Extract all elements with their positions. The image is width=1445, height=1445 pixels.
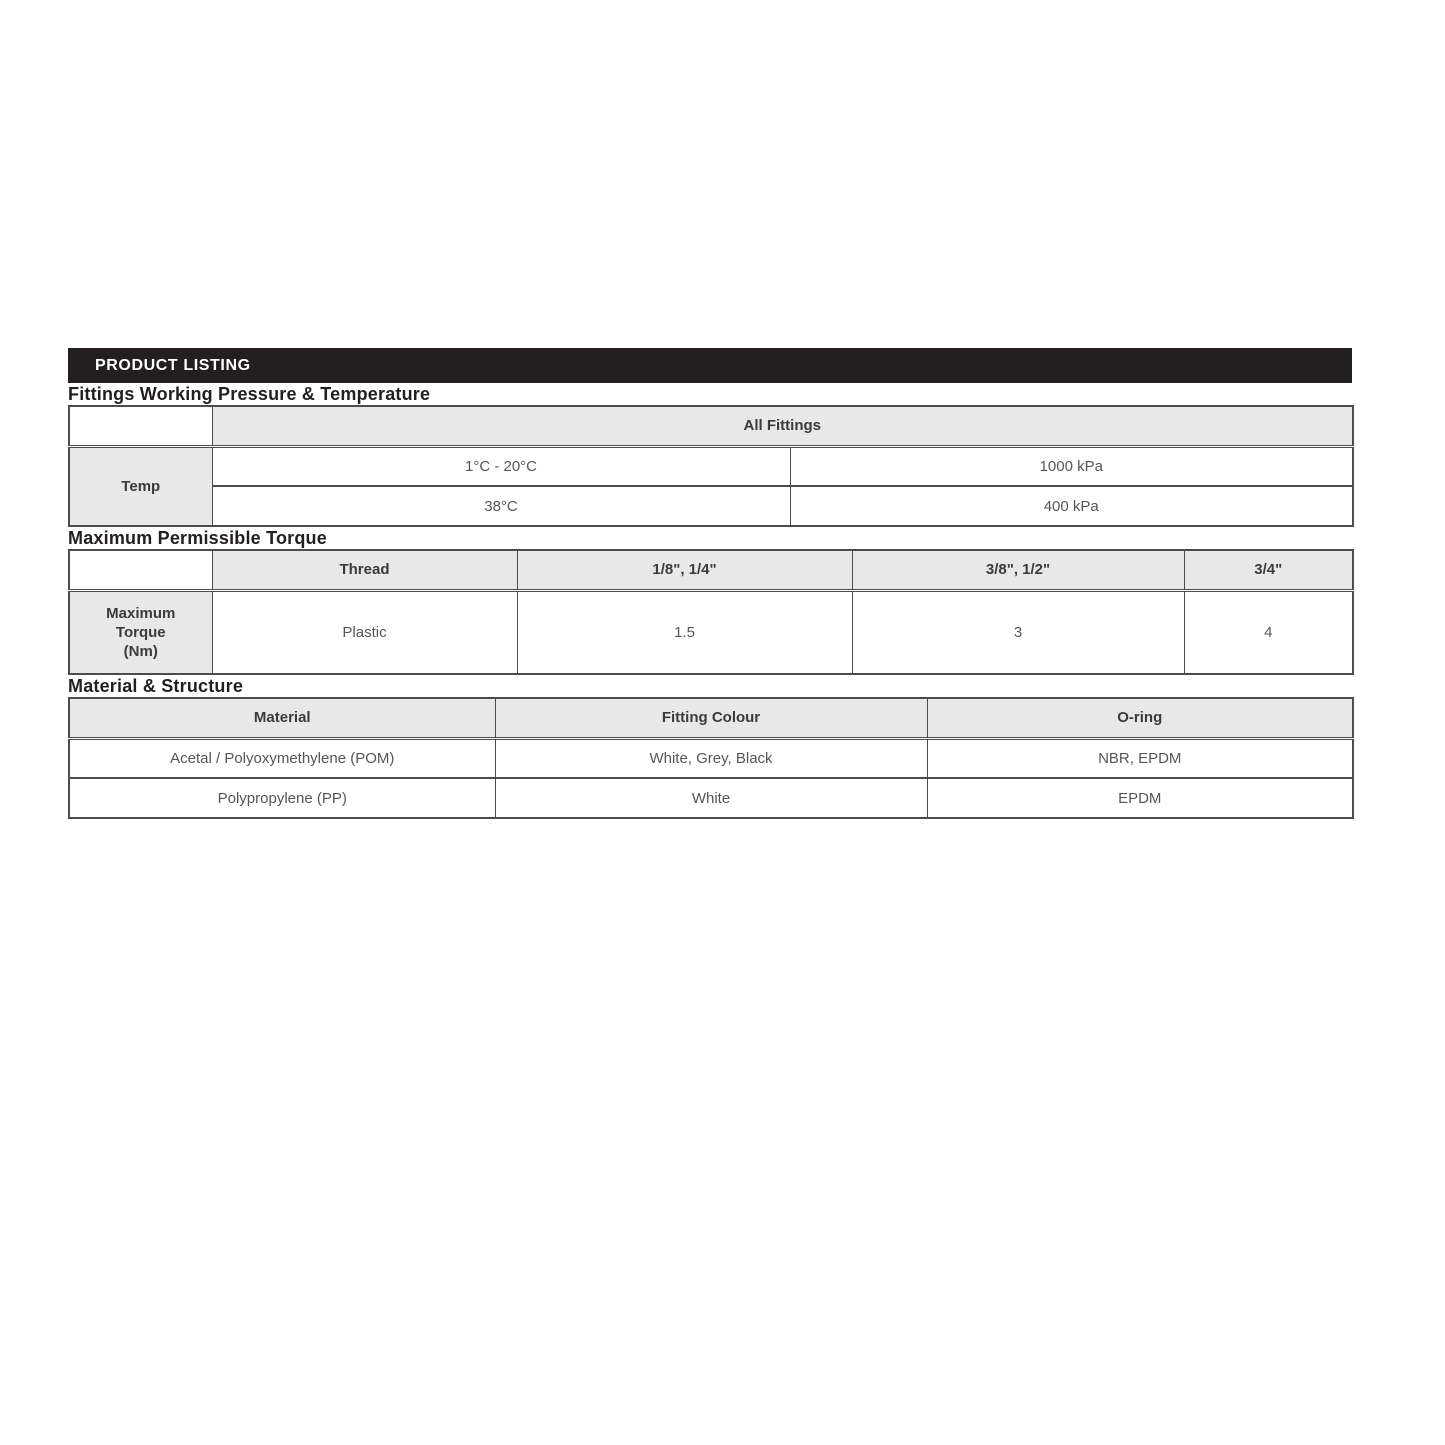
corner-cell xyxy=(69,550,212,590)
material-structure-table xyxy=(68,697,1354,819)
oring-cell: NBR, EPDM xyxy=(927,738,1353,778)
corner-cell xyxy=(69,406,212,446)
material-cell: Acetal / Polyoxymethylene (POM) xyxy=(69,738,495,778)
table-row xyxy=(69,406,1353,446)
table-row xyxy=(69,590,1353,674)
table-row xyxy=(69,486,1353,526)
torque-value-cell: 1.5 xyxy=(517,590,852,674)
oring-header-cell: O-ring xyxy=(927,698,1353,738)
table-row xyxy=(69,698,1353,738)
torque-value-cell: 3 xyxy=(852,590,1184,674)
max-torque-table xyxy=(68,549,1354,675)
pressure-cell: 1000 kPa xyxy=(790,446,1353,486)
material-header-cell: Material xyxy=(69,698,495,738)
size-header-cell: 3/8", 1/2" xyxy=(852,550,1184,590)
table-row xyxy=(69,446,1353,486)
table-row xyxy=(69,550,1353,590)
section-title-material-structure: Material & Structure xyxy=(68,676,244,696)
max-torque-row-header-cell xyxy=(69,590,212,674)
banner-title: PRODUCT LISTING xyxy=(95,356,251,374)
temp-range-cell: 1°C - 20°C xyxy=(212,446,790,486)
row-header-line: (Nm) xyxy=(123,642,158,660)
fitting-colour-header-cell: Fitting Colour xyxy=(495,698,927,738)
size-header-cell: 3/4" xyxy=(1184,550,1353,590)
thread-header-cell: Thread xyxy=(212,550,517,590)
table-row xyxy=(69,778,1353,818)
section-title-working-pressure: Fittings Working Pressure & Temperature xyxy=(68,384,431,404)
size-header-cell: 1/8", 1/4" xyxy=(517,550,852,590)
torque-value-cell: 4 xyxy=(1184,590,1353,674)
all-fittings-header-cell: All Fittings xyxy=(212,406,1353,446)
fitting-colour-cell: White, Grey, Black xyxy=(495,738,927,778)
fitting-colour-cell: White xyxy=(495,778,927,818)
row-header-line: Maximum xyxy=(106,604,176,622)
temp-row-header-cell: Temp xyxy=(69,446,212,526)
working-pressure-table xyxy=(68,405,1354,527)
content-column xyxy=(68,348,1352,819)
material-cell: Polypropylene (PP) xyxy=(69,778,495,818)
material-type-cell: Plastic xyxy=(212,590,517,674)
pressure-cell: 400 kPa xyxy=(790,486,1353,526)
section-title-max-torque: Maximum Permissible Torque xyxy=(68,528,327,548)
temp-range-cell: 38°C xyxy=(212,486,790,526)
row-header-line: Torque xyxy=(115,623,166,641)
oring-cell: EPDM xyxy=(927,778,1353,818)
product-listing-banner xyxy=(68,348,1352,383)
table-row xyxy=(69,738,1353,778)
